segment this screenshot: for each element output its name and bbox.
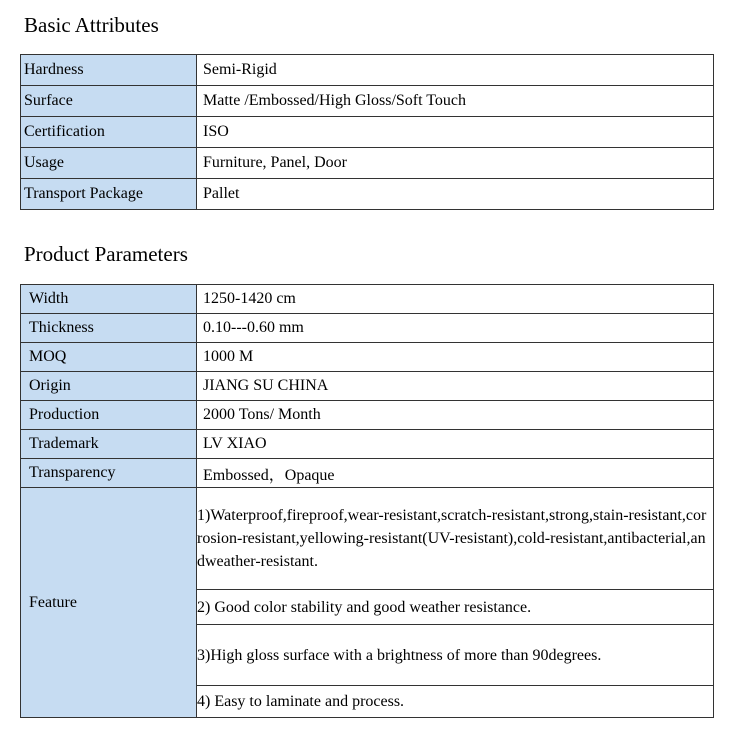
table-row [21, 314, 714, 343]
surface-value: Matte /Embossed/High Gloss/Soft Touch [197, 86, 714, 117]
origin-label: Origin [21, 372, 197, 401]
table-row [21, 148, 714, 179]
production-value: 2000 Tons/ Month [197, 401, 714, 430]
usage-value: Furniture, Panel, Door [197, 148, 714, 179]
transport-package-value: Pallet [197, 179, 714, 210]
product-parameters-table [20, 284, 714, 718]
certification-value: ISO [197, 117, 714, 148]
moq-value: 1000 M [197, 343, 714, 372]
table-row [21, 430, 714, 459]
thickness-label: Thickness [21, 314, 197, 343]
table-row [21, 488, 714, 590]
origin-value: JIANG SU CHINA [197, 372, 714, 401]
thickness-value: 0.10---0.60 mm [197, 314, 714, 343]
feature-item [197, 488, 714, 590]
table-row [21, 86, 714, 117]
feature-item-text: 1)Waterproof,fireproof,wear-resistant,scratch-resistant,strong,stain-resistant,corrosion-resistant,yellowing-resistant(UV-resistant),cold-resistant,antibacterial,andweather-resistant. [197, 507, 707, 570]
surface-label: Surface [21, 86, 197, 117]
feature-label: Feature [21, 488, 197, 718]
feature-item-text: 2) Good color stability and good weather resistance. [197, 598, 532, 616]
product-parameters-title: Product Parameters [24, 242, 188, 266]
transport-package-label: Transport Package [21, 179, 197, 210]
table-row [21, 285, 714, 314]
hardness-label: Hardness [21, 55, 197, 86]
table-row [21, 179, 714, 210]
feature-item [197, 686, 714, 718]
transparency-label: Transparency [21, 459, 197, 488]
hardness-value: Semi-Rigid [197, 55, 714, 86]
moq-label: MOQ [21, 343, 197, 372]
table-row [21, 401, 714, 430]
trademark-value: LV XIAO [197, 430, 714, 459]
production-label: Production [21, 401, 197, 430]
table-row [21, 372, 714, 401]
certification-label: Certification [21, 117, 197, 148]
table-row [21, 459, 714, 488]
feature-item-text: 3)High gloss surface with a brightness of more than 90degrees. [197, 646, 602, 664]
table-row [21, 117, 714, 148]
transparency-value: Embossed，Opaque [197, 459, 714, 488]
width-value: 1250-1420 cm [197, 285, 714, 314]
basic-attributes-table [20, 54, 714, 210]
trademark-label: Trademark [21, 430, 197, 459]
table-row [21, 55, 714, 86]
feature-item [197, 590, 714, 625]
width-label: Width [21, 285, 197, 314]
table-row [21, 343, 714, 372]
feature-item-text: 4) Easy to laminate and process. [197, 693, 405, 710]
feature-item [197, 625, 714, 686]
basic-attributes-title: Basic Attributes [24, 13, 159, 37]
usage-label: Usage [21, 148, 197, 179]
